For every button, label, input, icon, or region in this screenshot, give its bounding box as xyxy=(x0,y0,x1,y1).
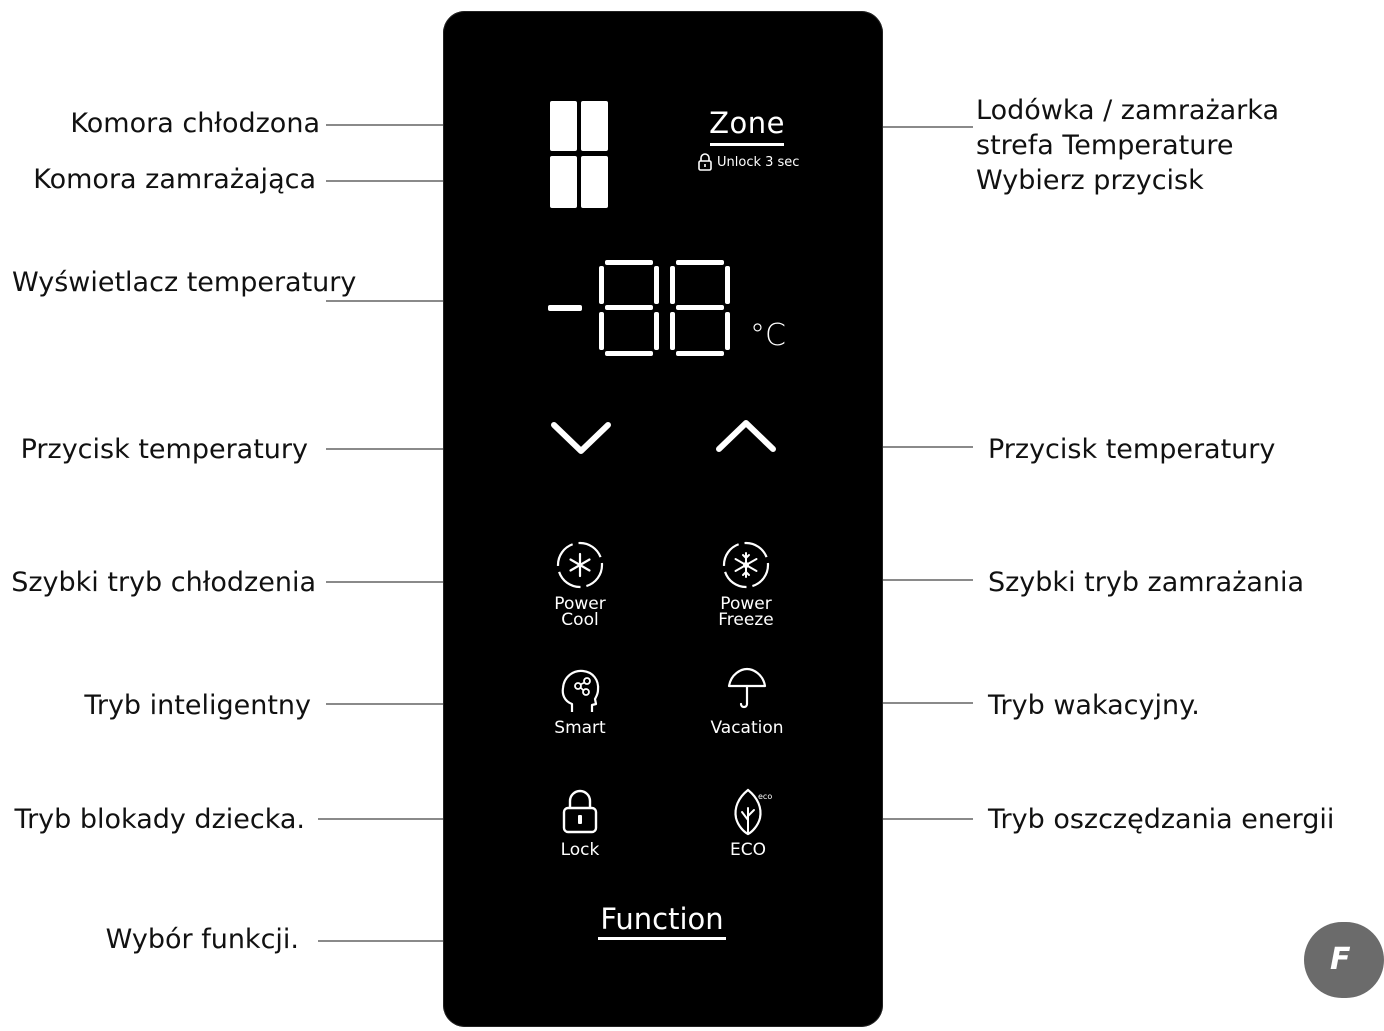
label-zone-button: Lodówka / zamrażarka strefa Temperature Wybierz przycisk xyxy=(976,95,1279,196)
label-smart-mode: Tryb inteligentny xyxy=(84,690,311,721)
power-cool-label-2: Cool xyxy=(561,610,599,630)
eco-badge-text: eco xyxy=(758,792,773,801)
eco-button[interactable] xyxy=(708,786,788,858)
smart-label: Smart xyxy=(554,718,606,738)
zone-underline xyxy=(710,143,784,146)
padlock-icon xyxy=(697,153,713,171)
label-cooling-compartment: Komora chłodzona xyxy=(70,108,320,139)
smart-head-icon xyxy=(554,664,606,716)
snowflake-circle-icon xyxy=(719,538,773,592)
power-cool-button[interactable] xyxy=(540,538,620,628)
label-function-select: Wybór funkcji. xyxy=(105,924,299,955)
unlock-hint-text: Unlock 3 sec xyxy=(717,154,800,170)
zone-button[interactable]: Zone xyxy=(709,106,785,140)
lock-label: Lock xyxy=(560,840,600,860)
control-panel xyxy=(443,11,883,1027)
function-underline xyxy=(598,937,726,940)
label-child-lock: Tryb blokady dziecka. xyxy=(14,804,305,835)
label-temperature-display: Wyświetlacz temperatury xyxy=(12,267,357,298)
snowflake-icon xyxy=(553,538,607,592)
chevron-down-icon[interactable] xyxy=(550,420,612,456)
vacation-label: Vacation xyxy=(710,718,784,738)
smart-button[interactable] xyxy=(540,664,620,736)
vacation-button[interactable] xyxy=(702,664,792,736)
label-temp-button-right: Przycisk temperatury xyxy=(988,434,1276,465)
eco-label: ECO xyxy=(730,840,766,860)
label-eco-mode: Tryb oszczędzania energii xyxy=(988,804,1335,835)
label-vacation-mode: Tryb wakacyjny. xyxy=(988,690,1200,721)
power-freeze-label-2: Freeze xyxy=(718,610,774,630)
unlock-hint xyxy=(697,153,799,171)
label-power-freeze: Szybki tryb zamrażania xyxy=(988,567,1305,598)
power-freeze-label-1: Power xyxy=(720,594,772,614)
lock-button[interactable] xyxy=(540,786,620,858)
label-freezing-compartment: Komora zamrażająca xyxy=(33,164,316,195)
padlock-icon xyxy=(554,786,606,838)
power-freeze-button[interactable] xyxy=(706,538,786,628)
eco-leaf-icon xyxy=(722,786,774,838)
label-temp-button-left: Przycisk temperatury xyxy=(20,434,308,465)
fridge-compartments-icon xyxy=(550,101,610,209)
corner-badge: F xyxy=(1304,922,1384,998)
chevron-up-icon[interactable] xyxy=(715,418,777,454)
function-button[interactable]: Function xyxy=(600,902,724,936)
label-power-cool: Szybki tryb chłodzenia xyxy=(11,567,316,598)
power-cool-label-1: Power xyxy=(554,594,606,614)
temperature-display xyxy=(545,256,785,360)
umbrella-icon xyxy=(721,664,773,716)
temperature-unit: °C xyxy=(750,318,786,353)
